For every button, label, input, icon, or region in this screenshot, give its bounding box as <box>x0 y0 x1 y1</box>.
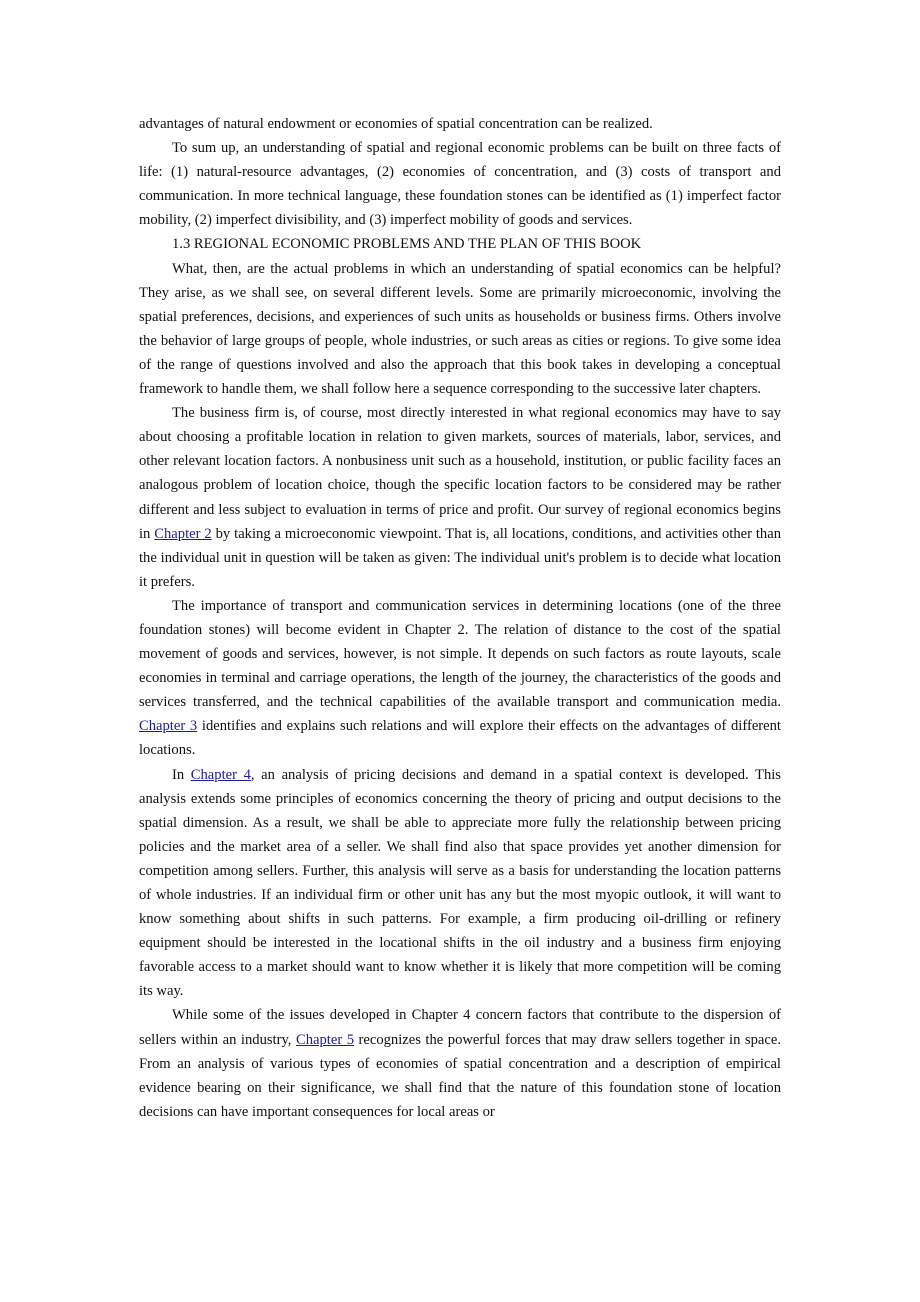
paragraph-text: by taking a microeconomic viewpoint. That is, all locations, conditions, and activities other than the individual unit in question will be taken as given: The individual unit's problem is to decide what location it prefers. <box>139 525 782 590</box>
paragraph-continuation: advantages of natural endowment or economies of spatial concentration can be realized. <box>139 116 653 132</box>
paragraph-text: In <box>172 766 191 783</box>
paragraph-text: recognizes the powerful forces that may draw sellers together in space. From an analysis of various types of economies of spatial concentration and a description of empirical evidence bearing on their significance, we shall find that the nature of this foundation stone of location decisions can have important consequences for local areas or <box>139 1031 781 1120</box>
paragraph-concentration <box>139 1003 781 1123</box>
paragraph-text: , an analysis of pricing decisions and demand in a spatial context is developed. This analysis extends some principles of economics concerning the theory of pricing and output decisions to the spatial dimension. As a result, we shall be able to appreciate more fully the relationship between pricing policies and the market area of a seller. We shall find also that space provides yet another dimension for competition among sellers. Further, this analysis will serve as a basis for understanding the location patterns of whole industries. If an individual firm or other unit has any but the most myopic outlook, it will want to know something about shifts in such patterns. For example, a firm producing oil-drilling or refinery equipment should be interested in the locational shifts in the oil industry and a business firm enjoying favorable access to a market should want to know whether it is likely that more competition will be coming its way. <box>139 766 781 1000</box>
chapter-4-link[interactable]: Chapter 4 <box>190 766 251 783</box>
paragraph-text: The importance of transport and communication services in determining locations (one of the three foundation stones) will become evident in Chapter 2. The relation of distance to the cost of the spatial movement of goods and services, however, is not simple. It depends on such factors as route layouts, scale economies in terminal and carriage operations, the length of the journey, the characteristics of the goods and services transferred, and the technical capabilities of the available transport and communication media. <box>139 597 781 711</box>
paragraph-text: The business firm is, of course, most directly interested in what regional economics may have to say about choosing a profitable location in relation to given markets, sources of materials, labor, services, and other relevant location factors. A nonbusiness unit such as a household, institution, or public facility faces an analogous problem of location choice, though the specific location factors to be considered may be rather different and less subject to evaluation in terms of price and profit. Our survey of regional economics begins in <box>139 405 781 542</box>
document-page <box>139 112 781 1124</box>
paragraph-transport <box>139 594 781 763</box>
chapter-2-link[interactable]: Chapter 2 <box>154 525 212 542</box>
paragraph-text: identifies and explains such relations and will explore their effects on the advantages of different locations. <box>139 718 781 759</box>
chapter-3-link[interactable]: Chapter 3 <box>139 718 198 735</box>
section-heading: 1.3 REGIONAL ECONOMIC PROBLEMS AND THE PLAN OF THIS BOOK <box>172 236 642 253</box>
paragraph-business-firm <box>139 401 781 594</box>
paragraph-pricing <box>139 763 781 1004</box>
chapter-5-link[interactable]: Chapter 5 <box>295 1031 354 1048</box>
paragraph-text: While some of the issues developed in Chapter 4 concern factors that contribute to the dispersion of sellers within an industry, <box>139 1007 781 1048</box>
paragraph-problems: What, then, are the actual problems in which an understanding of spatial economics can be helpful? They arise, as we shall see, on several different levels. Some are primarily microeconomic, involving the spatial preferences, decisions, and experiences of such units as households or business firms. Others involve the behavior of large groups of people, whole industries, or such areas as cities or regions. To give some idea of the range of questions involved and also the approach that this book takes in developing a conceptual framework to handle them, we shall follow here a sequence corresponding to the successive later chapters. <box>139 260 781 398</box>
paragraph-summary: To sum up, an understanding of spatial and regional economic problems can be built on three facts of life: (1) natural-resource advantages, (2) economies of concentration, and (3) costs of transport and communication. In more technical language, these foundation stones can be identified as (1) imperfect factor mobility, (2) imperfect divisibility, and (3) imperfect mobility of goods and services. <box>139 140 781 229</box>
